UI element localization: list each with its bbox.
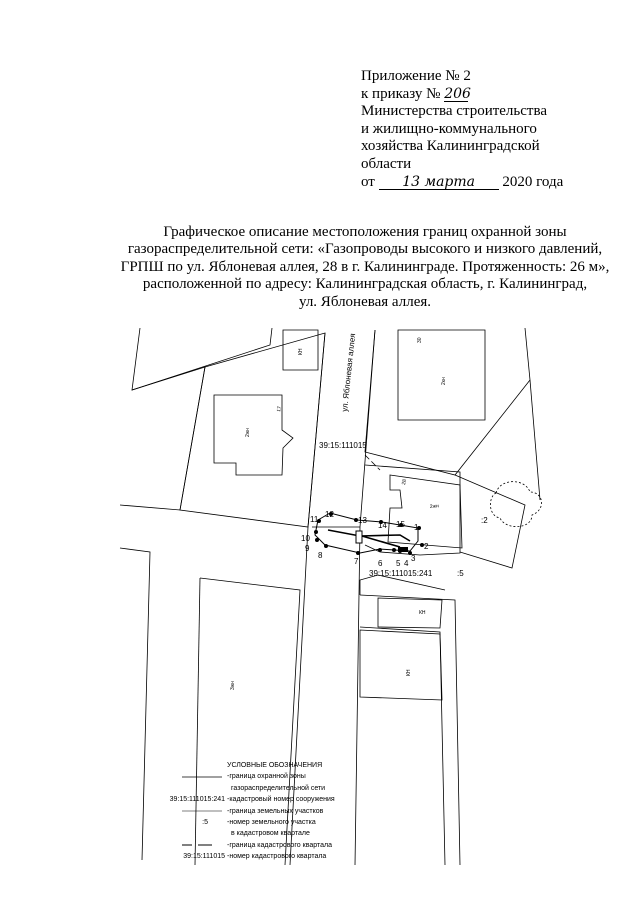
point-label: 5: [396, 559, 401, 568]
building-label: 28: [401, 478, 408, 486]
point-label: 11: [310, 515, 319, 524]
title-line: расположенной по адресу: Калининградская область, г. Калининград,: [142, 276, 588, 293]
legend-key: :5: [202, 819, 208, 827]
point-label: 12: [325, 510, 334, 519]
legend-text: в кадастровом квартале: [231, 830, 310, 838]
boundary-point: [356, 551, 360, 555]
street-label: ул. Яблоневая аллея: [340, 332, 358, 413]
parcel-number: :5: [457, 569, 464, 578]
legend-key: [160, 806, 225, 817]
point-label: 2: [424, 542, 429, 551]
ministry-line: Министерства строительства: [361, 103, 548, 120]
order-number: 206: [444, 85, 471, 102]
building-outline: [398, 330, 485, 420]
legend-row: [160, 817, 390, 828]
boundary-point: [324, 544, 328, 548]
legend-text: -граница кадастрового квартала: [227, 841, 332, 849]
building-label: КН: [406, 669, 412, 676]
title-line: ГРПШ по ул. Яблоневая аллея, 28 в г. Калининграде. Протяженность: 26 м»,: [120, 258, 610, 275]
legend-row: [160, 806, 390, 817]
legend-key: [160, 771, 225, 782]
date-prefix: от: [361, 173, 375, 190]
building-label: 2жн: [245, 428, 251, 437]
point-label: 10: [301, 534, 310, 543]
building-label: 2жн: [429, 503, 440, 510]
building-label: КН: [419, 610, 426, 616]
legend-key: 39:15:111015:241: [169, 796, 225, 804]
boundary-point: [314, 530, 318, 534]
building-outline: [378, 598, 442, 628]
ministry-line: области: [361, 155, 412, 172]
tree-outline: [490, 482, 541, 527]
ministry-line: и жилищно-коммунального: [361, 120, 537, 137]
legend: [160, 760, 390, 863]
building-label: КН: [298, 348, 304, 355]
date-handwritten: 13 марта: [379, 175, 499, 190]
building-label: 2кн: [441, 377, 447, 385]
legend-key: [160, 840, 225, 851]
parcel-boundary: [530, 380, 540, 500]
ministry-line: хозяйства Калининградской: [361, 138, 540, 155]
legend-row: [160, 840, 390, 851]
title-line: газораспределительной сети: «Газопроводы высокого и низкого давлений,: [127, 241, 603, 258]
point-label: 4: [404, 559, 409, 568]
point-label: 6: [378, 559, 383, 568]
legend-text: -граница охранной зоны: [227, 773, 306, 781]
boundary-point: [398, 549, 402, 553]
legend-row: [160, 783, 390, 794]
boundary-point: [315, 538, 319, 542]
legend-text: -кадастровый номер сооружения: [227, 796, 335, 804]
grpsh-marker: [356, 531, 362, 543]
building-outline: [388, 475, 462, 548]
legend-row: [160, 794, 390, 805]
building-label: 3жн: [230, 681, 236, 690]
building-outline: [360, 630, 442, 700]
legend-text: газораспределительной сети: [231, 784, 326, 792]
order-prefix: к приказу №: [361, 85, 441, 102]
point-label: 1: [414, 523, 419, 532]
legend-key: 39:15:111015: [183, 853, 225, 861]
title-line: ул. Яблоневая аллея.: [298, 293, 432, 310]
boundary-point: [392, 548, 396, 552]
point-label: 8: [318, 551, 323, 560]
point-label: 13: [358, 516, 367, 525]
gas-pipeline: [328, 530, 410, 547]
quarter-label: 39:15:111015: [319, 441, 367, 450]
legend-row: [160, 828, 390, 839]
date-suffix: 2020 года: [502, 173, 564, 190]
legend-heading: УСЛОВНЫЕ ОБОЗНАЧЕНИЯ: [227, 762, 323, 769]
building-label: 30: [417, 337, 423, 343]
parcel-boundary: [120, 548, 150, 860]
legend-text: -номер земельного участка: [227, 819, 316, 827]
building-label: 17: [276, 405, 283, 413]
parcel-boundary: [180, 333, 325, 527]
appendix-line: Приложение № 2: [361, 68, 471, 84]
legend-key: [160, 783, 225, 794]
boundary-point: [378, 548, 382, 552]
title-line: Графическое описание местоположения границ охранной зоны: [163, 224, 567, 240]
parcel-boundary: [132, 328, 272, 390]
parcel-boundary: [365, 328, 530, 475]
parcel-boundary: [360, 575, 445, 595]
point-label: 9: [305, 544, 310, 553]
parcel-number: :2: [481, 516, 488, 525]
point-label: 3: [411, 554, 416, 563]
legend-row: [160, 771, 390, 782]
structure-label: 39:15:111015:241: [369, 569, 433, 578]
legend-key: [160, 828, 225, 839]
point-label: 7: [354, 557, 359, 566]
point-label: 15: [396, 520, 405, 529]
legend-row: [160, 851, 390, 862]
point-label: 14: [378, 521, 387, 530]
quarter-boundary: [365, 455, 380, 470]
parcel-boundary: [455, 475, 525, 568]
legend-text: -граница земельных участков: [227, 807, 324, 815]
legend-text: -номер кадастрового квартала: [227, 853, 327, 861]
